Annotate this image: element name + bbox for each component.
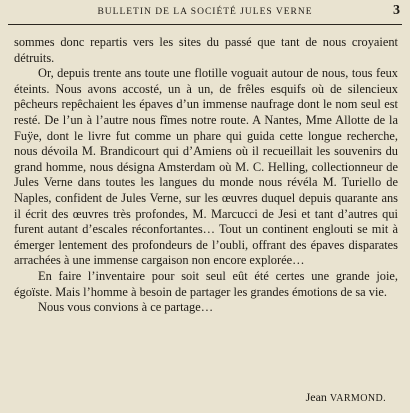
author-last-name: VARMOND. xyxy=(329,393,386,404)
paragraph: En faire l’inventaire pour soit seul eût été certes une grande joie, égoïste. Mais l’homme à besoin de partager les grandes émotions de sa vie. xyxy=(14,268,398,299)
paragraph: Or, depuis trente ans toute une flotille voguait autour de nous, tous feux éteints. Nous avons accosté, un à un, de frêles esquifs où de silencieux pêcheurs repêchaient les épaves d’un immense naufrage dont le nom seul est resté. De l’un à l’autre nous fîmes notre route. A Nantes, Mme Allotte de la Fuÿe, dont le livre fut comme un phare qui guida cette longue recherche, nous dévoila M. Brandicourt qui d’Amiens où il recueillait les souvenirs du grand homme, nous désigna Amsterdam où M. C. Helling, collectionneur de Jules Verne dans toutes les langues du monde nous révéla M. Turiello de Naples, confident de Jules Verne, sur les œuvres duquel depuis quarante ans il écrit des œuvres très profondes, M. Marcucci de Jesi et tant d’autres qui furent autant d’escales réconfortantes… Tout un continent englouti se mit à émerger lentement des profondeurs de l’oubli, offrant des épaves disparates arrachées à une immense cargaison non encore explorée… xyxy=(14,66,398,268)
page-number: 3 xyxy=(393,3,400,18)
paragraph: Nous vous convions à ce partage… xyxy=(38,300,214,315)
journal-title: BULLETIN DE LA SOCIÉTÉ JULES VERNE xyxy=(97,7,313,17)
author-first-name: Jean xyxy=(305,390,330,404)
article-body xyxy=(14,35,398,316)
author-signature xyxy=(306,390,386,405)
paragraph: sommes donc repartis vers les sites du passé que tant de nous croyaient détruits. xyxy=(14,35,398,65)
running-header xyxy=(8,4,402,25)
